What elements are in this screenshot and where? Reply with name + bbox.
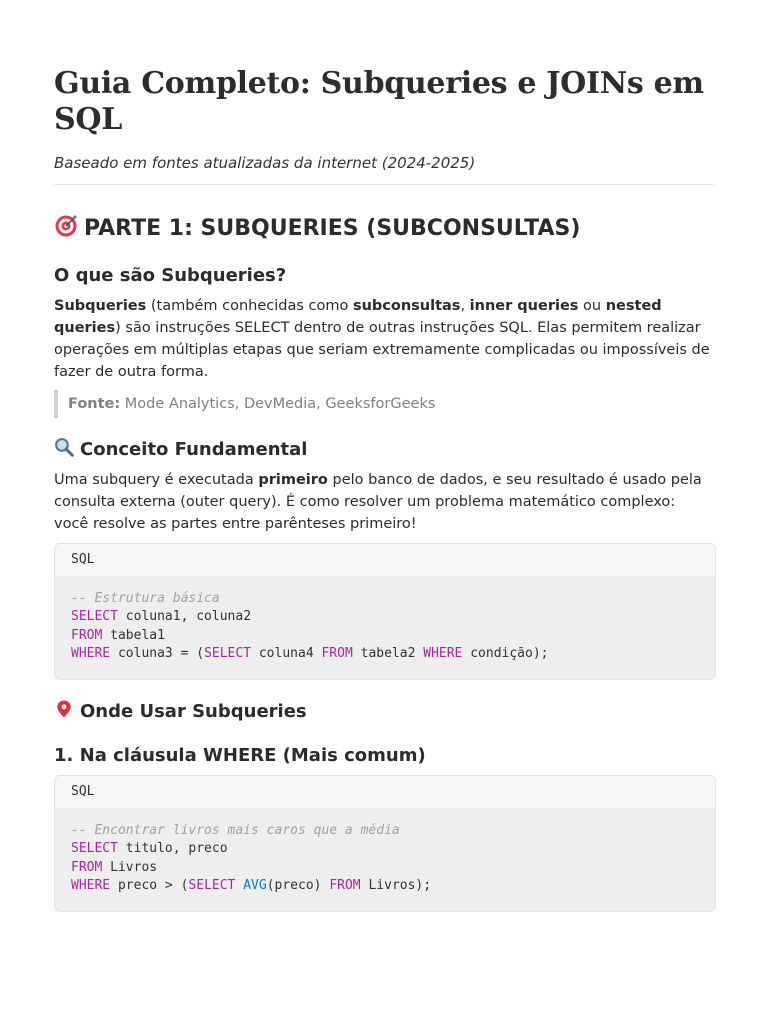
concept-paragraph: Uma subquery é executada primeiro pelo banco de dados, e seu resultado é usado pela consulta externa (outer query). É como resolver um problema matemático complexo: você resolve as partes entre parênteses primeiro! xyxy=(54,472,702,532)
document-subtitle: Baseado em fontes atualizadas da internet (2024-2025) xyxy=(54,154,476,172)
divider xyxy=(54,184,714,185)
code-language-label: SQL xyxy=(55,544,715,576)
document-title: Guia Completo: Subqueries e JOINs em SQL xyxy=(54,66,704,137)
what-are-paragraph: Subqueries (também conhecidas como subconsultas, inner queries ou nested queries) são instruções SELECT dentro de outras instruções SQL. Elas permitem realizar operações em múltiplas etapas que seriam extremamente complicadas ou impossíveis de fazer de outra forma. xyxy=(54,298,710,380)
where-use-heading-text: Onde Usar Subqueries xyxy=(80,701,307,722)
code-content: -- Estrutura básica SELECT coluna1, coluna2 FROM tabela1 WHERE coluna3 = (SELECT coluna4 FROM tabela2 WHERE condição); xyxy=(71,591,549,662)
pushpin-icon xyxy=(54,699,74,719)
code-block xyxy=(54,543,716,680)
what-are-heading: O que são Subqueries? xyxy=(54,265,287,286)
where-clause-heading: 1. Na cláusula WHERE (Mais comum) xyxy=(54,745,426,766)
where-use-heading xyxy=(54,699,307,725)
concept-heading-text: Conceito Fundamental xyxy=(80,439,308,460)
code-block xyxy=(54,775,716,912)
source-quote xyxy=(54,390,435,418)
part1-heading-text: PARTE 1: SUBQUERIES (SUBCONSULTAS) xyxy=(84,216,581,241)
code-content: -- Encontrar livros mais caros que a média SELECT titulo, preco FROM Livros WHERE preco > (SELECT AVG(preco) FROM Livros); xyxy=(71,823,432,894)
magnifier-icon xyxy=(54,437,74,457)
code-language-label: SQL xyxy=(55,776,715,808)
part1-heading xyxy=(54,213,580,245)
quote-text: Mode Analytics, DevMedia, GeeksforGeeks xyxy=(120,396,436,412)
concept-heading xyxy=(54,437,307,463)
target-icon xyxy=(54,214,78,238)
quote-label: Fonte: xyxy=(68,396,121,412)
